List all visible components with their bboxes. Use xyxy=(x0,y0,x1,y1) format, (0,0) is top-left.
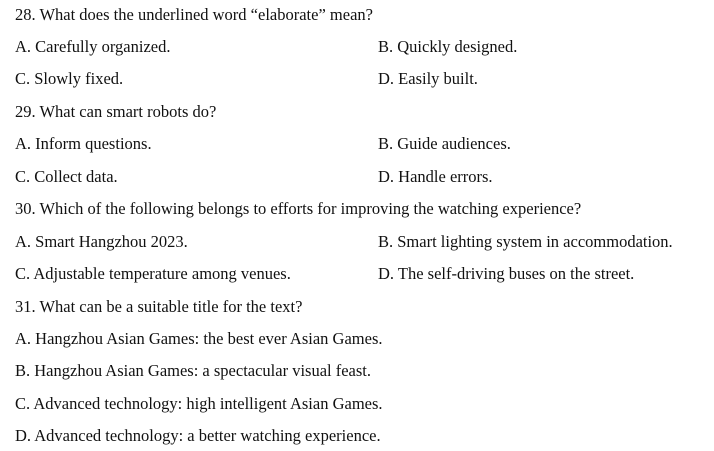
question-29-option-a: A. Inform questions. xyxy=(15,134,152,153)
question-30-option-c: C. Adjustable temperature among venues. xyxy=(15,264,291,283)
question-30-option-d: D. The self-driving buses on the street. xyxy=(378,264,635,283)
question-31-option-c: C. Advanced technology: high intelligent Asian Games. xyxy=(15,394,383,413)
question-31-option-b: B. Hangzhou Asian Games: a spectacular visual feast. xyxy=(15,361,372,380)
question-28-option-b: B. Quickly designed. xyxy=(378,37,518,56)
question-28-option-a: A. Carefully organized. xyxy=(15,37,171,56)
question-30-stem: 30. Which of the following belongs to efforts for improving the watching experience? xyxy=(15,199,582,218)
question-31-stem: 31. What can be a suitable title for the text? xyxy=(15,297,303,316)
question-30-option-b: B. Smart lighting system in accommodation. xyxy=(378,232,673,251)
question-29-option-c: C. Collect data. xyxy=(15,167,118,186)
question-28-option-c: C. Slowly fixed. xyxy=(15,69,124,88)
question-28-stem: 28. What does the underlined word “elaborate” mean? xyxy=(15,5,373,24)
question-31-option-d: D. Advanced technology: a better watching experience. xyxy=(15,426,381,445)
question-28-option-d: D. Easily built. xyxy=(378,69,478,88)
question-29-stem: 29. What can smart robots do? xyxy=(15,102,217,121)
question-30-option-a: A. Smart Hangzhou 2023. xyxy=(15,232,188,251)
question-29-option-b: B. Guide audiences. xyxy=(378,134,511,153)
question-31-option-a: A. Hangzhou Asian Games: the best ever Asian Games. xyxy=(15,329,383,348)
question-29-option-d: D. Handle errors. xyxy=(378,167,493,186)
